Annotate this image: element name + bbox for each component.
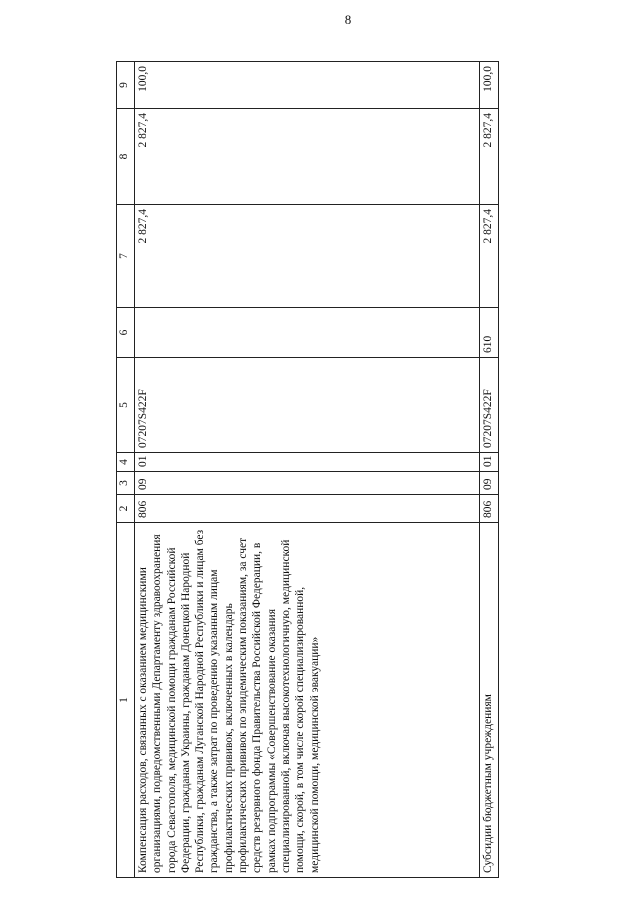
cell-expense-type: 610 (480, 308, 499, 358)
cell-ministry-code: 806 (480, 495, 499, 523)
cell-subsection: 01 (480, 453, 499, 472)
budget-table (116, 61, 499, 878)
cell-amount-executed: 2 827,4 (135, 109, 480, 205)
column-header: 2 (117, 495, 135, 523)
page-number: 8 (344, 12, 352, 27)
cell-amount: 2 827,4 (480, 205, 499, 308)
cell-section: 09 (480, 472, 499, 495)
cell-target-article: 07207S422F (480, 358, 499, 453)
column-header: 7 (117, 205, 135, 308)
column-header: 4 (117, 453, 135, 472)
rotated-table-container (116, 62, 516, 878)
cell-expense-type (135, 308, 480, 358)
table-row (135, 62, 480, 878)
cell-section: 09 (135, 472, 480, 495)
cell-amount-executed: 2 827,4 (480, 109, 499, 205)
row-description: Субсидии бюджетным учреждениям (480, 523, 499, 878)
cell-ministry-code: 806 (135, 495, 480, 523)
column-header: 1 (117, 523, 135, 878)
column-header: 6 (117, 308, 135, 358)
cell-target-article: 07207S422F (135, 358, 480, 453)
cell-amount: 2 827,4 (135, 205, 480, 308)
cell-percent: 100,0 (480, 62, 499, 109)
column-header: 9 (117, 62, 135, 109)
column-header: 3 (117, 472, 135, 495)
cell-subsection: 01 (135, 453, 480, 472)
row-description: Компенсация расходов, связанных с оказанием медицинскими организациями, подведомственными Департаменту здравоохранения города Севастополя, медицинской помощи гражданам Российской Федерации, гражданам Украины, гражданам Донецкой Народной Республики, гражданам Луганской Народной Республики и лицам без гражданства, а также затрат по проведению указанным лицам профилактических прививок, включенных в календарь профилактических прививок по эпидемическим показаниям, за счет средств резервного фонда Правительства Российской Федерации, в рамках подпрограммы «Совершенствование оказания специализированной, включая высокотехнологичную, медицинской помощи, скорой, в том числе скорой специализированной, медицинской помощи, медицинской эвакуации» (135, 523, 480, 878)
column-header: 8 (117, 109, 135, 205)
table-row (480, 62, 499, 878)
cell-percent: 100,0 (135, 62, 480, 109)
column-header: 5 (117, 358, 135, 453)
table-header-row (117, 62, 135, 878)
